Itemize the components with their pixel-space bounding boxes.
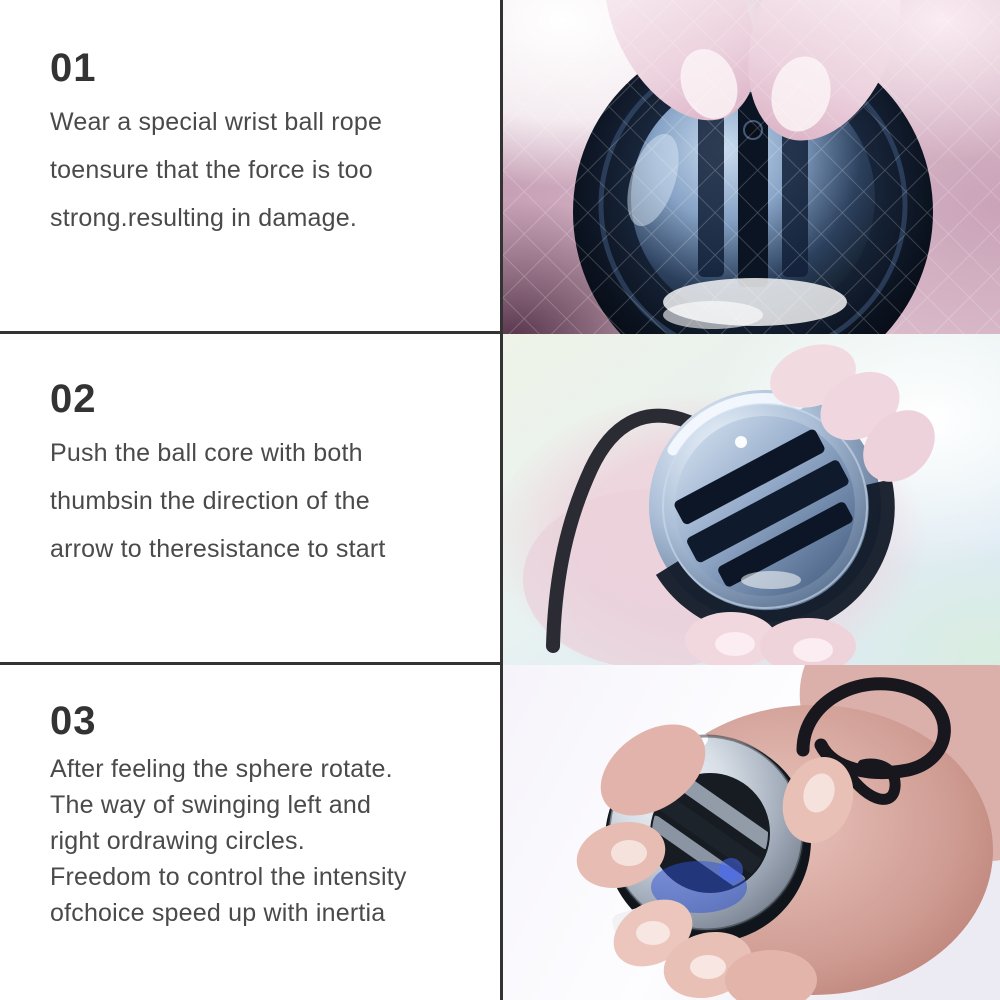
finger-nail	[611, 840, 647, 866]
finger-nail	[690, 955, 726, 979]
step-2-line-1: Push the ball core with both	[50, 439, 363, 467]
step-2-text-panel	[0, 334, 503, 665]
step-3-line-5: ofchoice speed up with inertia	[50, 899, 386, 927]
step-1-number: 01	[50, 46, 97, 90]
step-3-line-4: Freedom to control the intensity	[50, 863, 407, 891]
hand-holding-ball-with-rope-photo	[503, 334, 1000, 665]
step-3-photo-panel	[503, 665, 1000, 1000]
step-2-line-2: thumbsin the direction of the	[50, 487, 370, 515]
step-1-line-2: toensure that the force is too	[50, 156, 373, 184]
step-2-line-3: arrow to theresistance to start	[50, 535, 386, 563]
step-3-description	[50, 751, 480, 931]
finger-nail	[636, 921, 670, 945]
hand-gripping-spinning-ball-photo	[503, 665, 1000, 1000]
step-3-text-panel	[0, 665, 503, 1000]
step-3-line-3: right ordrawing circles.	[50, 827, 305, 855]
finger-nail	[793, 638, 833, 662]
step-1-description	[50, 98, 480, 242]
step-2-photo-panel	[503, 334, 1000, 665]
step-3-line-2: The way of swinging left and	[50, 791, 372, 819]
step-1-line-1: Wear a special wrist ball rope	[50, 108, 383, 136]
finger-nail	[715, 632, 755, 656]
step-1-line-3: strong.resulting in damage.	[50, 204, 357, 232]
thumbs-pressing-ball-core-photo	[503, 0, 1000, 334]
step-1-text-panel	[0, 0, 503, 334]
step-3-number: 03	[50, 699, 97, 743]
step-2-number: 02	[50, 377, 97, 421]
step-1-photo-panel	[503, 0, 1000, 334]
quilt-texture-overlay	[503, 0, 1000, 334]
step-3-line-1: After feeling the sphere rotate.	[50, 755, 393, 783]
step-2-description	[50, 429, 480, 573]
